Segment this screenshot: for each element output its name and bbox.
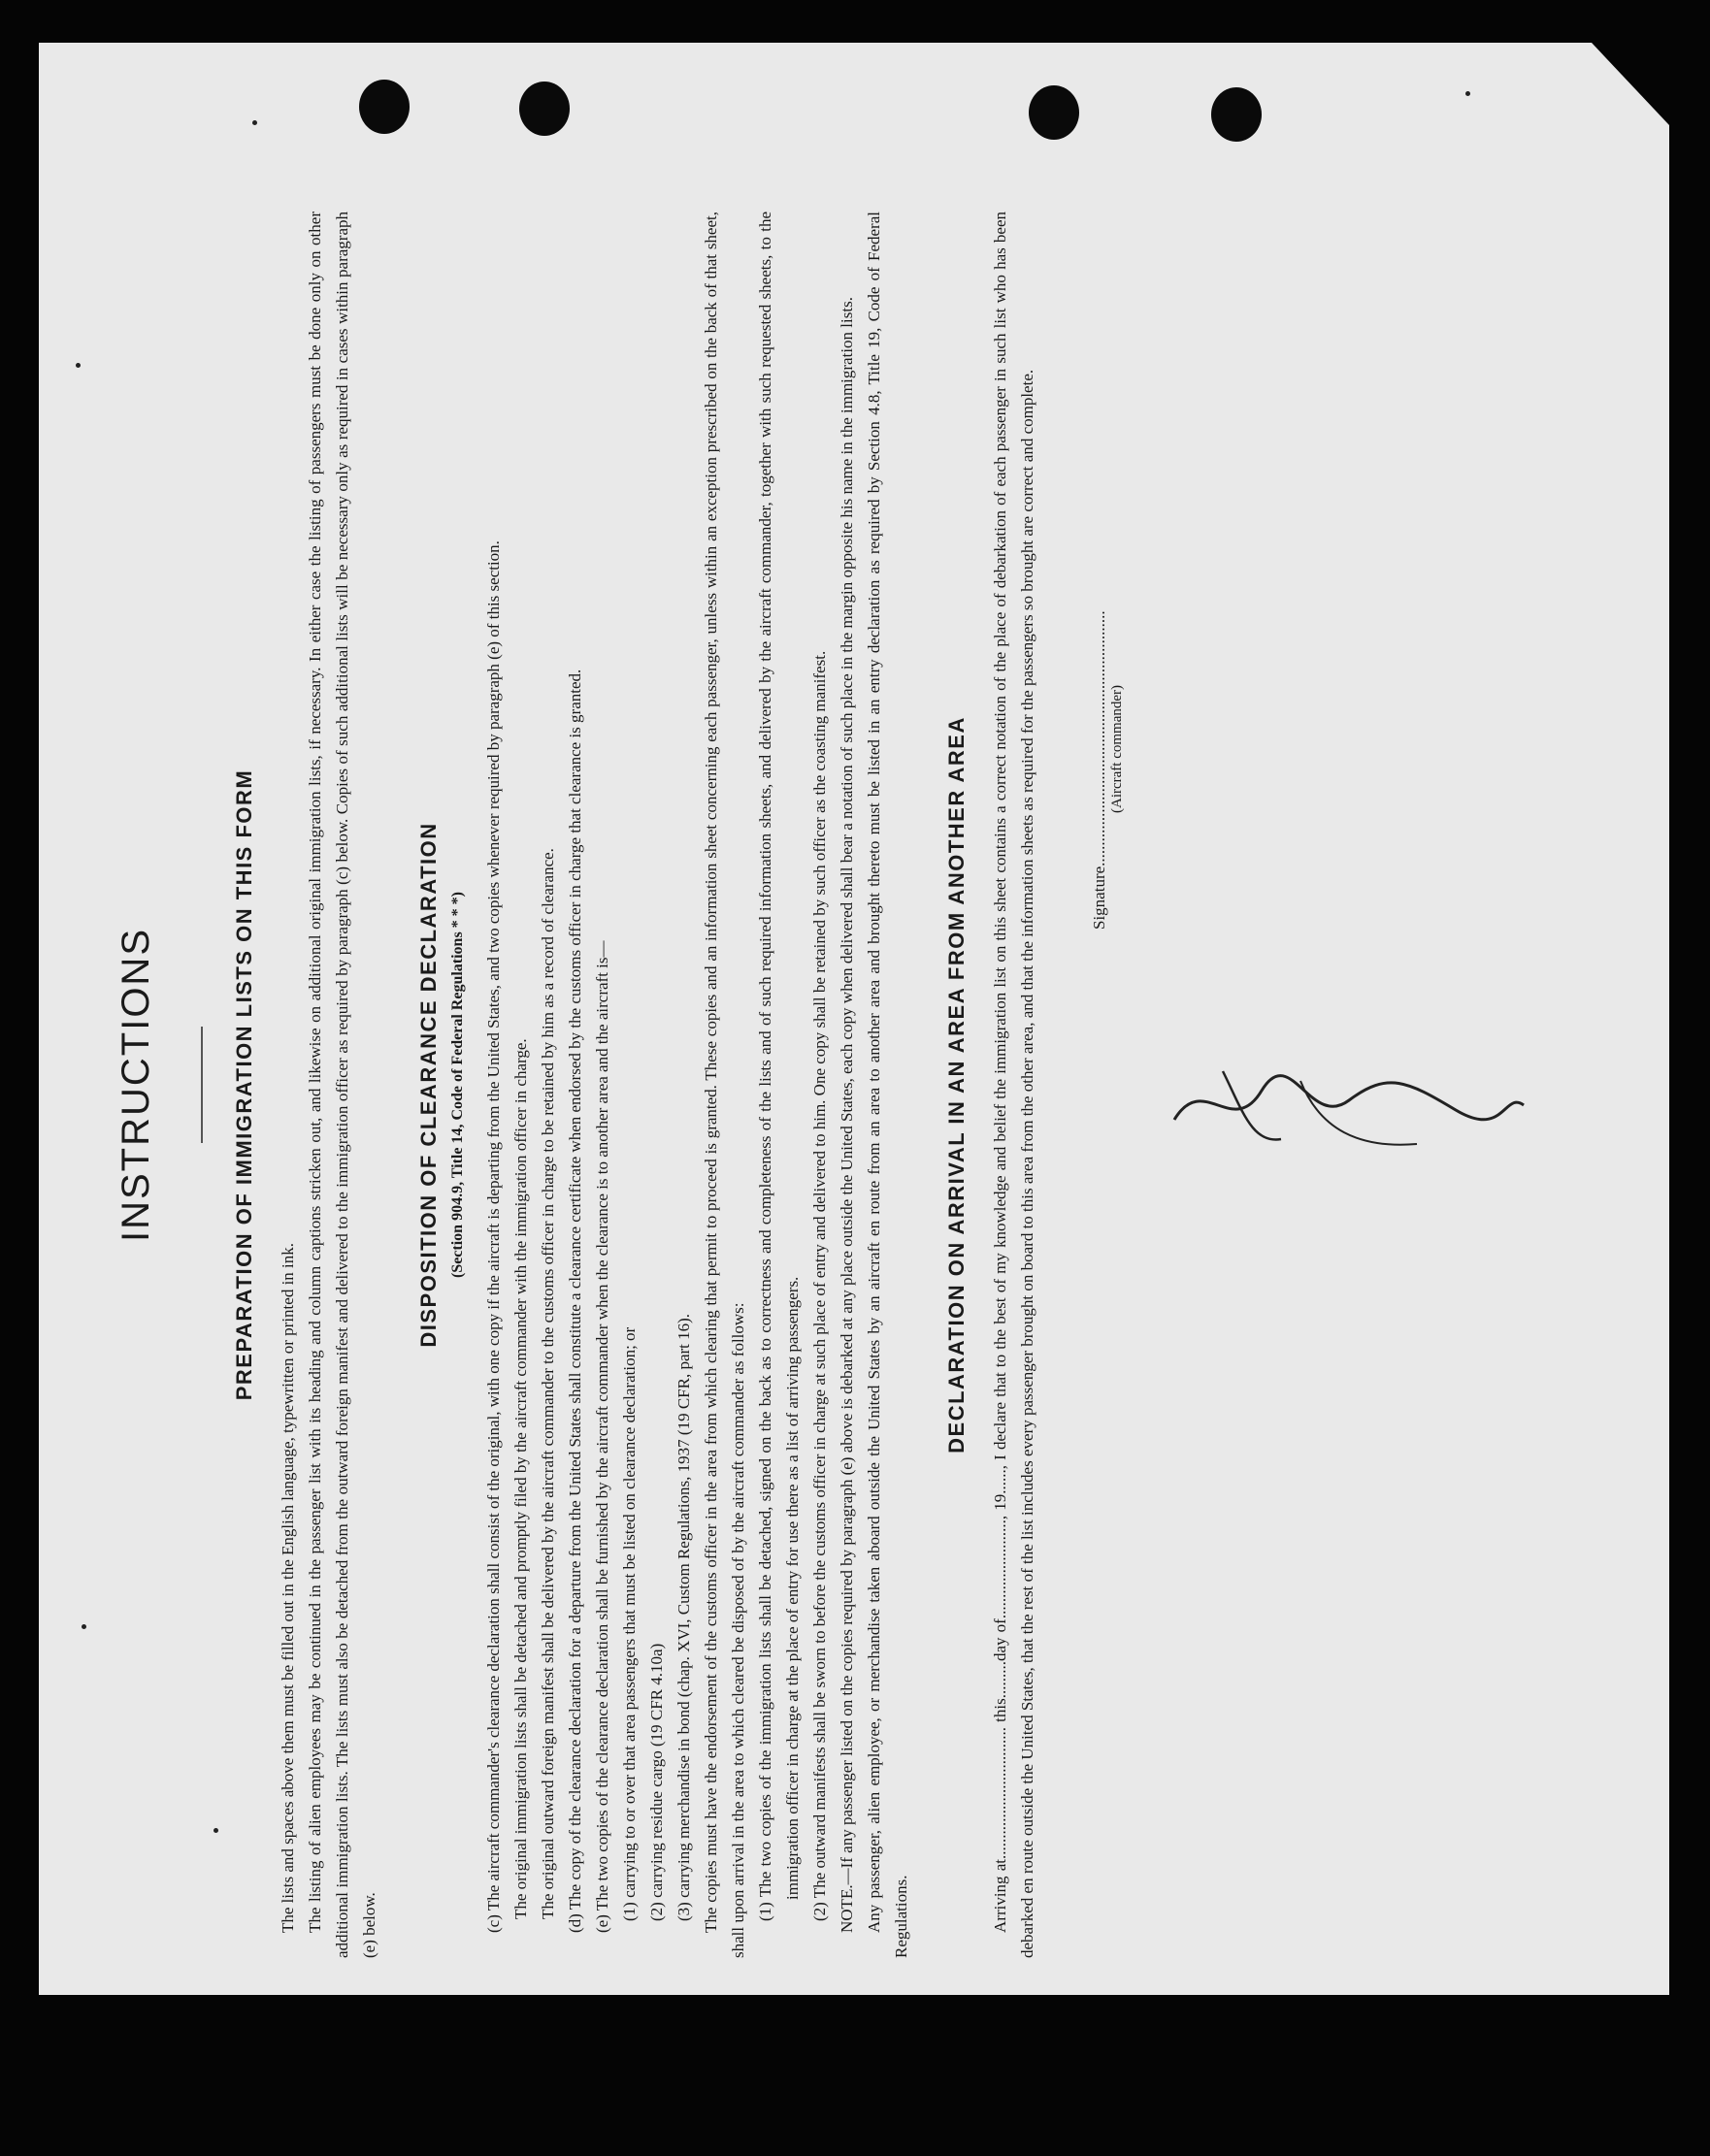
paragraph-c2: The original outward foreign manifest shall be delivered by the aircraft commander to the customs officer in charge to be retained by him as a record of clearance. xyxy=(539,848,557,1919)
list-item: (1) carrying to or over that area passengers that must be listed on clearance declaration; or xyxy=(620,1326,639,1921)
section-subheading: (Section 904.9, Title 14, Code of Federal Regulations * * *) xyxy=(449,891,466,1279)
signature-line: Signature.............................................................. xyxy=(1090,610,1108,930)
section-heading-declaration: DECLARATION ON ARRIVAL IN AN AREA FROM ANOTHER AREA xyxy=(944,716,969,1454)
list-item: (2) carrying residue cargo (19 CFR 4.10a) xyxy=(647,1643,666,1921)
paragraph-e: (e) The two copies of the clearance declaration shall be furnished by the aircraft commander when the clearance is to another area and the aircraft is— xyxy=(593,940,611,1933)
speck xyxy=(82,1624,86,1629)
list-item: (1) The two copies of the immigration lists shall be detached, signed on the back as to correctness and completeness of the lists and of such required information sheets, and delivered by the aircraft commander, together with such requested sheets, to the immigration officer in charge at the place of entry for use there as a list of arriving passengers. xyxy=(756,212,802,1921)
speck xyxy=(252,120,257,125)
title-divider xyxy=(201,1027,203,1143)
speck xyxy=(1465,91,1470,96)
rotated-content xyxy=(115,212,1240,1958)
punch-hole xyxy=(1029,85,1079,140)
punch-hole xyxy=(519,82,570,136)
paragraph-copies: The copies must have the endorsement of the customs officer in the area from which clearing that permit to proceed is granted. These copies and an information sheet concerning each passenger, unless within an exception prescribed on the back of that sheet, shall upon arrival in the area to which cleared be disposed of by the aircraft commander as follows: xyxy=(702,212,747,1958)
section-heading-preparation: PREPARATION OF IMMIGRATION LISTS ON THIS FORM xyxy=(232,768,256,1401)
list-item: (3) carrying merchandise in bond (chap. XVI, Custom Regulations, 1937 (19 CFR, part 16). xyxy=(674,1313,693,1921)
punch-hole xyxy=(1211,87,1262,142)
punch-hole xyxy=(359,80,410,134)
note-paragraph: NOTE.—If any passenger listed on the copies required by paragraph (e) above is debarked at any place outside the United States, each copy when delivered shall bear a notation of such place in the margin opposite his name in the immigration lists. xyxy=(838,297,856,1933)
list-item: (2) The outward manifests shall be sworn to before the customs officer in charge at such place of entry and delivered to him. One copy shall be retained by such officer as the coasting manifest. xyxy=(810,650,829,1921)
declaration-text: Arriving at................................ this.........day of........................, 19......, I declare that to the best of my knowledge and belief the immigration list on this sheet contains a correct notation of the place of debarkation of each passenger in such list who has been debarked en route outside the United States, that the rest of the list includes every passenger brought on board to this area from the other area, and that the information sheets as required for the passengers so brought are correct and complete. xyxy=(991,212,1036,1958)
paragraph-c1: The original immigration lists shall be detached and promptly filed by the aircraft commander with the immigration officer in charge. xyxy=(511,1038,530,1919)
page-title: INSTRUCTIONS xyxy=(115,928,157,1242)
paragraph-c: (c) The aircraft commander's clearance declaration shall consist of the original, with one copy if the aircraft is departing from the United States, and two copies whenever required by paragraph (e) of this section. xyxy=(484,540,503,1933)
note-paragraph-2: Any passenger, alien employee, or merchandise taken aboard outside the United States by an aircraft en route from an area to another area and brought thereto must be listed in an entry declaration as required by Section 4.8, Title 19, Code of Federal Regulations. xyxy=(865,212,910,1958)
paragraph-d: (d) The copy of the clearance declaration for a departure from the United States shall constitute a clearance certificate when endorsed by the customs officer in charge that clearance is granted. xyxy=(566,669,584,1933)
section-heading-disposition: DISPOSITION OF CLEARANCE DECLARATION xyxy=(416,822,441,1348)
signature-caption: (Aircraft commander) xyxy=(1109,684,1125,813)
speck xyxy=(76,363,81,368)
paragraph: The lists and spaces above them must be filled out in the English language, typewritten or printed in ink. xyxy=(279,1242,297,1933)
paragraph: The listing of alien employees may be continued in the passenger list with its heading and column captions stricken out, and likewise on additional original immigration lists, if necessary. In either case the listing of passengers must be done only on other additional immigration lists. The lists must also be detached from the outward foreign manifest and delivered to the immigration officer as required by paragraph (c) below. Copies of such additional lists will be necessary only as required in cases within paragraph (e) below. xyxy=(306,212,378,1958)
